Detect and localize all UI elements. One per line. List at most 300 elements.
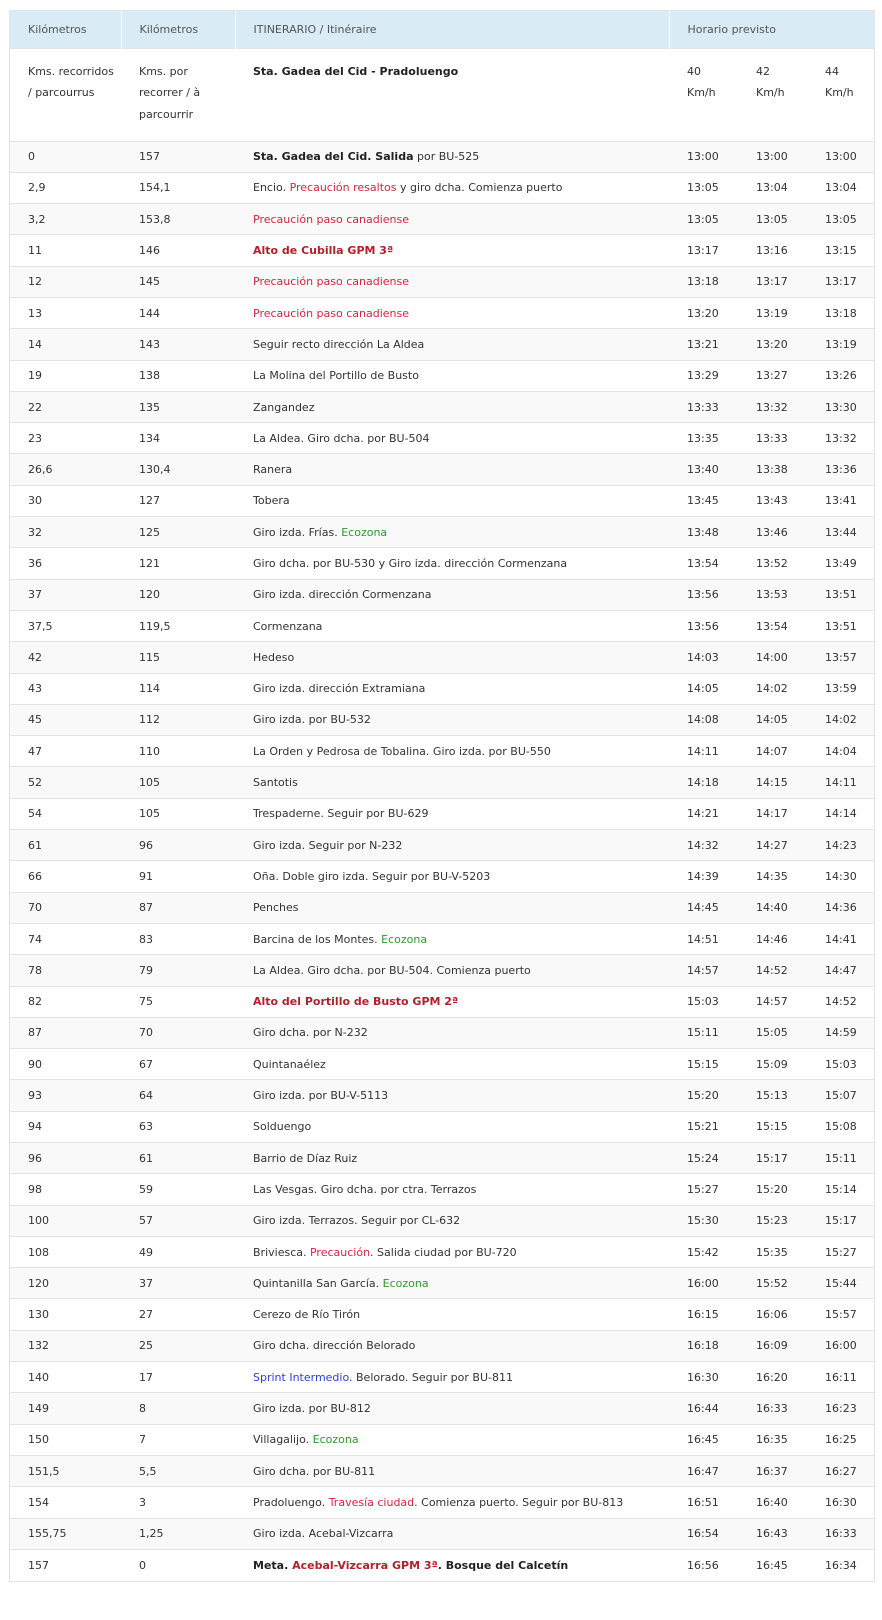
itinerary-text: Giro dcha. por BU-811: [253, 1464, 376, 1478]
table-row: [10, 548, 874, 579]
time-42-cell: 13:00: [738, 141, 807, 172]
km-left-cell: 57: [121, 1205, 235, 1236]
time-42-cell: 14:05: [738, 704, 807, 735]
table-row: [10, 1455, 874, 1486]
time-42-cell: 16:09: [738, 1330, 807, 1361]
km-left-cell: 17: [121, 1362, 235, 1393]
km-left-cell: 7: [121, 1424, 235, 1455]
km-left-cell: 27: [121, 1299, 235, 1330]
time-44-cell: 13:51: [807, 610, 874, 641]
table-row: [10, 1299, 874, 1330]
km-done-cell: 13: [10, 297, 121, 328]
table-row: [10, 1393, 874, 1424]
time-44-cell: 13:04: [807, 172, 874, 203]
km-done-cell: 132: [10, 1330, 121, 1361]
km-left-cell: 61: [121, 1143, 235, 1174]
table-row: [10, 892, 874, 923]
itinerary-text: Santotis: [253, 776, 298, 790]
time-44-cell: 16:11: [807, 1362, 874, 1393]
itinerary-text: Pradoluengo.: [253, 1495, 329, 1509]
itinerary-cell: [235, 798, 669, 829]
itinerary-cell: [235, 1143, 669, 1174]
time-40-cell: 16:51: [669, 1487, 738, 1518]
km-left-cell: 143: [121, 329, 235, 360]
km-left-cell: 25: [121, 1330, 235, 1361]
km-left-cell: 138: [121, 360, 235, 391]
itinerary-text: La Aldea. Giro dcha. por BU-504. Comienza puerto: [253, 963, 531, 977]
time-44-cell: 14:23: [807, 830, 874, 861]
km-left-cell: 37: [121, 1268, 235, 1299]
itinerary-cell: [235, 861, 669, 892]
time-44-cell: 13:57: [807, 642, 874, 673]
time-40-cell: 14:03: [669, 642, 738, 673]
km-done-cell: 12: [10, 266, 121, 297]
time-44-cell: 13:51: [807, 579, 874, 610]
itinerary-text: Giro izda. dirección Cormenzana: [253, 588, 432, 602]
km-left-cell: 59: [121, 1174, 235, 1205]
km-left-cell: 145: [121, 266, 235, 297]
time-44-cell: 13:26: [807, 360, 874, 391]
time-40-cell: 14:51: [669, 923, 738, 954]
km-left-cell: 154,1: [121, 172, 235, 203]
itinerary-text: Oña. Doble giro izda. Seguir por BU-V-5203: [253, 869, 491, 883]
km-done-cell: 52: [10, 767, 121, 798]
time-40-cell: 14:18: [669, 767, 738, 798]
km-done-cell: 43: [10, 673, 121, 704]
km-left-cell: 119,5: [121, 610, 235, 641]
itinerary-cell: [235, 1393, 669, 1424]
time-42-cell: 15:17: [738, 1143, 807, 1174]
speed-40: 40 Km/h: [669, 48, 738, 141]
km-left-cell: 105: [121, 798, 235, 829]
time-40-cell: 14:11: [669, 736, 738, 767]
time-44-cell: 14:52: [807, 986, 874, 1017]
itinerary-text: Barrio de Díaz Ruiz: [253, 1151, 358, 1165]
time-40-cell: 14:57: [669, 955, 738, 986]
time-40-cell: 13:18: [669, 266, 738, 297]
time-42-cell: 13:19: [738, 297, 807, 328]
subheader-km-done: Kms. recorridos / parcourrus: [10, 48, 121, 141]
itinerary-cell: [235, 329, 669, 360]
time-40-cell: 13:05: [669, 204, 738, 235]
itinerary-text: Villagalijo.: [253, 1433, 313, 1447]
itinerary-text: Sta. Gadea del Cid. Salida: [253, 150, 414, 164]
itinerary-text: Cormenzana: [253, 619, 323, 633]
time-40-cell: 13:40: [669, 454, 738, 485]
km-left-cell: 0: [121, 1549, 235, 1580]
climb-label: Alto de Cubilla GPM 3ª: [253, 244, 394, 258]
time-44-cell: 16:34: [807, 1549, 874, 1580]
time-42-cell: 14:52: [738, 955, 807, 986]
time-40-cell: 13:56: [669, 579, 738, 610]
time-40-cell: 13:00: [669, 141, 738, 172]
itinerary-text: . Bosque del Calcetín: [437, 1558, 569, 1572]
itinerary-cell: [235, 360, 669, 391]
time-42-cell: 16:20: [738, 1362, 807, 1393]
itinerary-text: Giro izda. Seguir por N-232: [253, 838, 403, 852]
time-44-cell: 16:23: [807, 1393, 874, 1424]
time-44-cell: 13:44: [807, 517, 874, 548]
itinerary-cell: [235, 1487, 669, 1518]
itinerary-cell: [235, 172, 669, 203]
time-42-cell: 16:40: [738, 1487, 807, 1518]
time-40-cell: 15:15: [669, 1049, 738, 1080]
table-row: [10, 1236, 874, 1267]
time-40-cell: 13:20: [669, 297, 738, 328]
itinerary-text: Seguir recto dirección La Aldea: [253, 337, 425, 351]
itinerary-cell: [235, 1080, 669, 1111]
itinerary-text: La Orden y Pedrosa de Tobalina. Giro izda. por BU-550: [253, 744, 551, 758]
itinerary-text: Giro dcha. por N-232: [253, 1026, 368, 1040]
time-44-cell: 14:14: [807, 798, 874, 829]
time-42-cell: 13:16: [738, 235, 807, 266]
km-left-cell: 79: [121, 955, 235, 986]
time-40-cell: 13:05: [669, 172, 738, 203]
itinerary-cell: [235, 391, 669, 422]
time-42-cell: 13:17: [738, 266, 807, 297]
time-42-cell: 14:40: [738, 892, 807, 923]
time-44-cell: 13:49: [807, 548, 874, 579]
time-44-cell: 13:17: [807, 266, 874, 297]
km-done-cell: 22: [10, 391, 121, 422]
warning-label: Precaución paso canadiense: [253, 212, 410, 226]
km-left-cell: 49: [121, 1236, 235, 1267]
time-44-cell: 13:32: [807, 423, 874, 454]
km-done-cell: 120: [10, 1268, 121, 1299]
itinerary-text: Giro izda. por BU-532: [253, 713, 371, 727]
time-44-cell: 14:04: [807, 736, 874, 767]
itinerary-text: Encio.: [253, 181, 290, 195]
itinerary-cell: [235, 704, 669, 735]
km-left-cell: 96: [121, 830, 235, 861]
time-44-cell: 13:15: [807, 235, 874, 266]
time-42-cell: 13:52: [738, 548, 807, 579]
time-44-cell: 16:27: [807, 1455, 874, 1486]
itinerary-cell: [235, 235, 669, 266]
time-40-cell: 13:21: [669, 329, 738, 360]
km-left-cell: 121: [121, 548, 235, 579]
time-40-cell: 15:42: [669, 1236, 738, 1267]
time-42-cell: 14:46: [738, 923, 807, 954]
itinerary-cell: [235, 1205, 669, 1236]
table-row: [10, 704, 874, 735]
itinerary-cell: [235, 1174, 669, 1205]
km-left-cell: 91: [121, 861, 235, 892]
table-row: [10, 423, 874, 454]
time-42-cell: 14:02: [738, 673, 807, 704]
time-40-cell: 16:56: [669, 1549, 738, 1580]
time-40-cell: 13:48: [669, 517, 738, 548]
itinerary-cell: [235, 485, 669, 516]
time-44-cell: 15:14: [807, 1174, 874, 1205]
itinerary-cell: [235, 892, 669, 923]
time-42-cell: 13:32: [738, 391, 807, 422]
itinerary-text: . Salida ciudad por BU-720: [370, 1245, 517, 1259]
table-row: [10, 861, 874, 892]
time-40-cell: 13:17: [669, 235, 738, 266]
km-left-cell: 112: [121, 704, 235, 735]
km-left-cell: 75: [121, 986, 235, 1017]
table-row: [10, 830, 874, 861]
climb-label: Alto del Portillo de Busto GPM 2ª: [253, 995, 459, 1009]
time-42-cell: 15:15: [738, 1111, 807, 1142]
table-row: [10, 454, 874, 485]
km-left-cell: 134: [121, 423, 235, 454]
itinerary-cell: [235, 1236, 669, 1267]
header-km-done: Kilómetros: [10, 11, 121, 48]
time-40-cell: 15:27: [669, 1174, 738, 1205]
itinerary-text: Giro dcha. por BU-530 y Giro izda. dirección Cormenzana: [253, 557, 568, 570]
itinerary-cell: [235, 204, 669, 235]
itinerary-text: . Belorado. Seguir por BU-811: [349, 1370, 513, 1384]
itinerary-cell: [235, 673, 669, 704]
time-40-cell: 14:08: [669, 704, 738, 735]
itinerary-text: Giro izda. por BU-812: [253, 1402, 371, 1416]
warning-label: Precaución: [309, 1245, 371, 1259]
km-done-cell: 154: [10, 1487, 121, 1518]
km-done-cell: 70: [10, 892, 121, 923]
time-44-cell: 16:30: [807, 1487, 874, 1518]
time-44-cell: 15:11: [807, 1143, 874, 1174]
time-44-cell: 14:47: [807, 955, 874, 986]
table-row: [10, 1487, 874, 1518]
time-40-cell: 16:30: [669, 1362, 738, 1393]
table-row: [10, 329, 874, 360]
km-done-cell: 157: [10, 1549, 121, 1580]
km-left-cell: 157: [121, 141, 235, 172]
time-44-cell: 15:27: [807, 1236, 874, 1267]
km-done-cell: 42: [10, 642, 121, 673]
km-done-cell: 82: [10, 986, 121, 1017]
time-42-cell: 13:33: [738, 423, 807, 454]
itinerary-cell: [235, 454, 669, 485]
time-44-cell: 16:00: [807, 1330, 874, 1361]
itinerary-cell: [235, 923, 669, 954]
km-left-cell: 63: [121, 1111, 235, 1142]
km-done-cell: 2,9: [10, 172, 121, 203]
table-row: [10, 923, 874, 954]
km-left-cell: 3: [121, 1487, 235, 1518]
km-left-cell: 153,8: [121, 204, 235, 235]
time-42-cell: 13:04: [738, 172, 807, 203]
time-40-cell: 13:33: [669, 391, 738, 422]
itinerary-text: Giro izda. Frías.: [253, 525, 342, 539]
table-row: [10, 1549, 874, 1580]
subheader-row: [10, 48, 874, 141]
time-40-cell: 15:11: [669, 1017, 738, 1048]
km-done-cell: 3,2: [10, 204, 121, 235]
sprint-label: Sprint Intermedio: [253, 1370, 350, 1384]
time-40-cell: 16:47: [669, 1455, 738, 1486]
time-40-cell: 14:45: [669, 892, 738, 923]
km-done-cell: 26,6: [10, 454, 121, 485]
time-40-cell: 15:30: [669, 1205, 738, 1236]
km-left-cell: 135: [121, 391, 235, 422]
km-done-cell: 149: [10, 1393, 121, 1424]
table-row: [10, 266, 874, 297]
table-row: [10, 141, 874, 172]
table-row: [10, 955, 874, 986]
itinerary-text: Hedeso: [253, 650, 295, 664]
time-42-cell: 13:53: [738, 579, 807, 610]
km-done-cell: 23: [10, 423, 121, 454]
time-42-cell: 13:46: [738, 517, 807, 548]
time-42-cell: 15:23: [738, 1205, 807, 1236]
stage-title: Sta. Gadea del Cid - Pradoluengo: [235, 48, 669, 141]
time-42-cell: 14:17: [738, 798, 807, 829]
time-42-cell: 13:27: [738, 360, 807, 391]
km-done-cell: 96: [10, 1143, 121, 1174]
time-40-cell: 16:15: [669, 1299, 738, 1330]
table-row: [10, 642, 874, 673]
km-done-cell: 61: [10, 830, 121, 861]
time-44-cell: 13:36: [807, 454, 874, 485]
itinerary-cell: [235, 579, 669, 610]
time-44-cell: 13:00: [807, 141, 874, 172]
table-row: [10, 767, 874, 798]
time-40-cell: 14:05: [669, 673, 738, 704]
time-44-cell: 16:33: [807, 1518, 874, 1549]
table-row: [10, 1080, 874, 1111]
time-44-cell: 13:19: [807, 329, 874, 360]
itinerary-cell: [235, 736, 669, 767]
itinerary-text: Giro dcha. dirección Belorado: [253, 1339, 416, 1353]
km-done-cell: 155,75: [10, 1518, 121, 1549]
time-42-cell: 14:07: [738, 736, 807, 767]
itinerary-text: Cerezo de Río Tirón: [253, 1308, 361, 1322]
km-done-cell: 78: [10, 955, 121, 986]
itinerary-cell: [235, 1549, 669, 1580]
table-row: [10, 1330, 874, 1361]
km-left-cell: 144: [121, 297, 235, 328]
km-left-cell: 8: [121, 1393, 235, 1424]
itinerary-text: Barcina de los Montes.: [253, 932, 382, 946]
itinerary-text: y giro dcha. Comienza puerto: [396, 181, 563, 195]
itinerary-cell: [235, 1362, 669, 1393]
time-42-cell: 14:27: [738, 830, 807, 861]
itinerary-text: Giro izda. Terrazos. Seguir por CL-632: [253, 1214, 461, 1228]
km-done-cell: 150: [10, 1424, 121, 1455]
time-40-cell: 16:18: [669, 1330, 738, 1361]
table-row: [10, 1362, 874, 1393]
km-done-cell: 93: [10, 1080, 121, 1111]
time-44-cell: 14:11: [807, 767, 874, 798]
km-left-cell: 146: [121, 235, 235, 266]
km-done-cell: 140: [10, 1362, 121, 1393]
itinerary-cell: [235, 610, 669, 641]
time-42-cell: 16:33: [738, 1393, 807, 1424]
table-row: [10, 579, 874, 610]
itinerary-cell: [235, 1424, 669, 1455]
km-left-cell: 105: [121, 767, 235, 798]
header-km-left: Kilómetros: [121, 11, 235, 48]
time-44-cell: 13:59: [807, 673, 874, 704]
time-44-cell: 15:08: [807, 1111, 874, 1142]
itinerary-text: Penches: [253, 901, 299, 915]
itinerary-text: Zangandez: [253, 400, 315, 414]
itinerary-text: Giro izda. dirección Extramiana: [253, 682, 426, 696]
table-row: [10, 517, 874, 548]
header-schedule: Horario previsto: [687, 22, 776, 36]
time-40-cell: 13:29: [669, 360, 738, 391]
itinerary-text: Giro izda. Acebal-Vizcarra: [253, 1527, 394, 1541]
table-header-row: [10, 11, 874, 48]
ecozone-label: Ecozona: [341, 525, 388, 539]
km-done-cell: 36: [10, 548, 121, 579]
time-40-cell: 15:20: [669, 1080, 738, 1111]
itinerary-text: La Aldea. Giro dcha. por BU-504: [253, 431, 430, 445]
itinerary-text: La Molina del Portillo de Busto: [253, 369, 419, 383]
time-44-cell: 14:02: [807, 704, 874, 735]
table-row: [10, 1424, 874, 1455]
table-row: [10, 1111, 874, 1142]
time-42-cell: 15:13: [738, 1080, 807, 1111]
time-40-cell: 16:45: [669, 1424, 738, 1455]
km-left-cell: 120: [121, 579, 235, 610]
time-42-cell: 16:43: [738, 1518, 807, 1549]
table-row: [10, 736, 874, 767]
km-done-cell: 0: [10, 141, 121, 172]
time-42-cell: 14:15: [738, 767, 807, 798]
warning-label: Precaución paso canadiense: [253, 275, 410, 289]
table-row: [10, 610, 874, 641]
itinerary-cell: [235, 1017, 669, 1048]
ecozone-label: Ecozona: [381, 932, 428, 946]
km-done-cell: 47: [10, 736, 121, 767]
km-done-cell: 90: [10, 1049, 121, 1080]
km-done-cell: 130: [10, 1299, 121, 1330]
time-44-cell: 15:44: [807, 1268, 874, 1299]
time-42-cell: 16:35: [738, 1424, 807, 1455]
itinerary-text: por BU-525: [413, 150, 480, 164]
speed-44: 44 Km/h: [807, 48, 874, 141]
table-row: [10, 172, 874, 203]
time-40-cell: 16:54: [669, 1518, 738, 1549]
itinerary-cell: [235, 955, 669, 986]
itinerary-cell: [235, 141, 669, 172]
speed-42: 42 Km/h: [738, 48, 807, 141]
itinerary-cell: [235, 1268, 669, 1299]
itinerary-cell: [235, 767, 669, 798]
km-done-cell: 151,5: [10, 1455, 121, 1486]
time-40-cell: 13:54: [669, 548, 738, 579]
km-done-cell: 11: [10, 235, 121, 266]
itinerary-cell: [235, 1330, 669, 1361]
km-done-cell: 45: [10, 704, 121, 735]
time-42-cell: 14:35: [738, 861, 807, 892]
time-42-cell: 16:06: [738, 1299, 807, 1330]
km-done-cell: 32: [10, 517, 121, 548]
time-42-cell: 14:57: [738, 986, 807, 1017]
time-40-cell: 15:24: [669, 1143, 738, 1174]
km-left-cell: 64: [121, 1080, 235, 1111]
time-42-cell: 14:00: [738, 642, 807, 673]
itinerary-cell: [235, 1049, 669, 1080]
time-42-cell: 13:20: [738, 329, 807, 360]
time-42-cell: 13:38: [738, 454, 807, 485]
time-42-cell: 15:20: [738, 1174, 807, 1205]
warning-label: Precaución paso canadiense: [253, 306, 410, 320]
time-42-cell: 16:45: [738, 1549, 807, 1580]
km-left-cell: 83: [121, 923, 235, 954]
km-left-cell: 127: [121, 485, 235, 516]
km-done-cell: 108: [10, 1236, 121, 1267]
km-left-cell: 5,5: [121, 1455, 235, 1486]
time-44-cell: 14:36: [807, 892, 874, 923]
table-row: [10, 391, 874, 422]
itinerary-cell: [235, 423, 669, 454]
table-row: [10, 798, 874, 829]
